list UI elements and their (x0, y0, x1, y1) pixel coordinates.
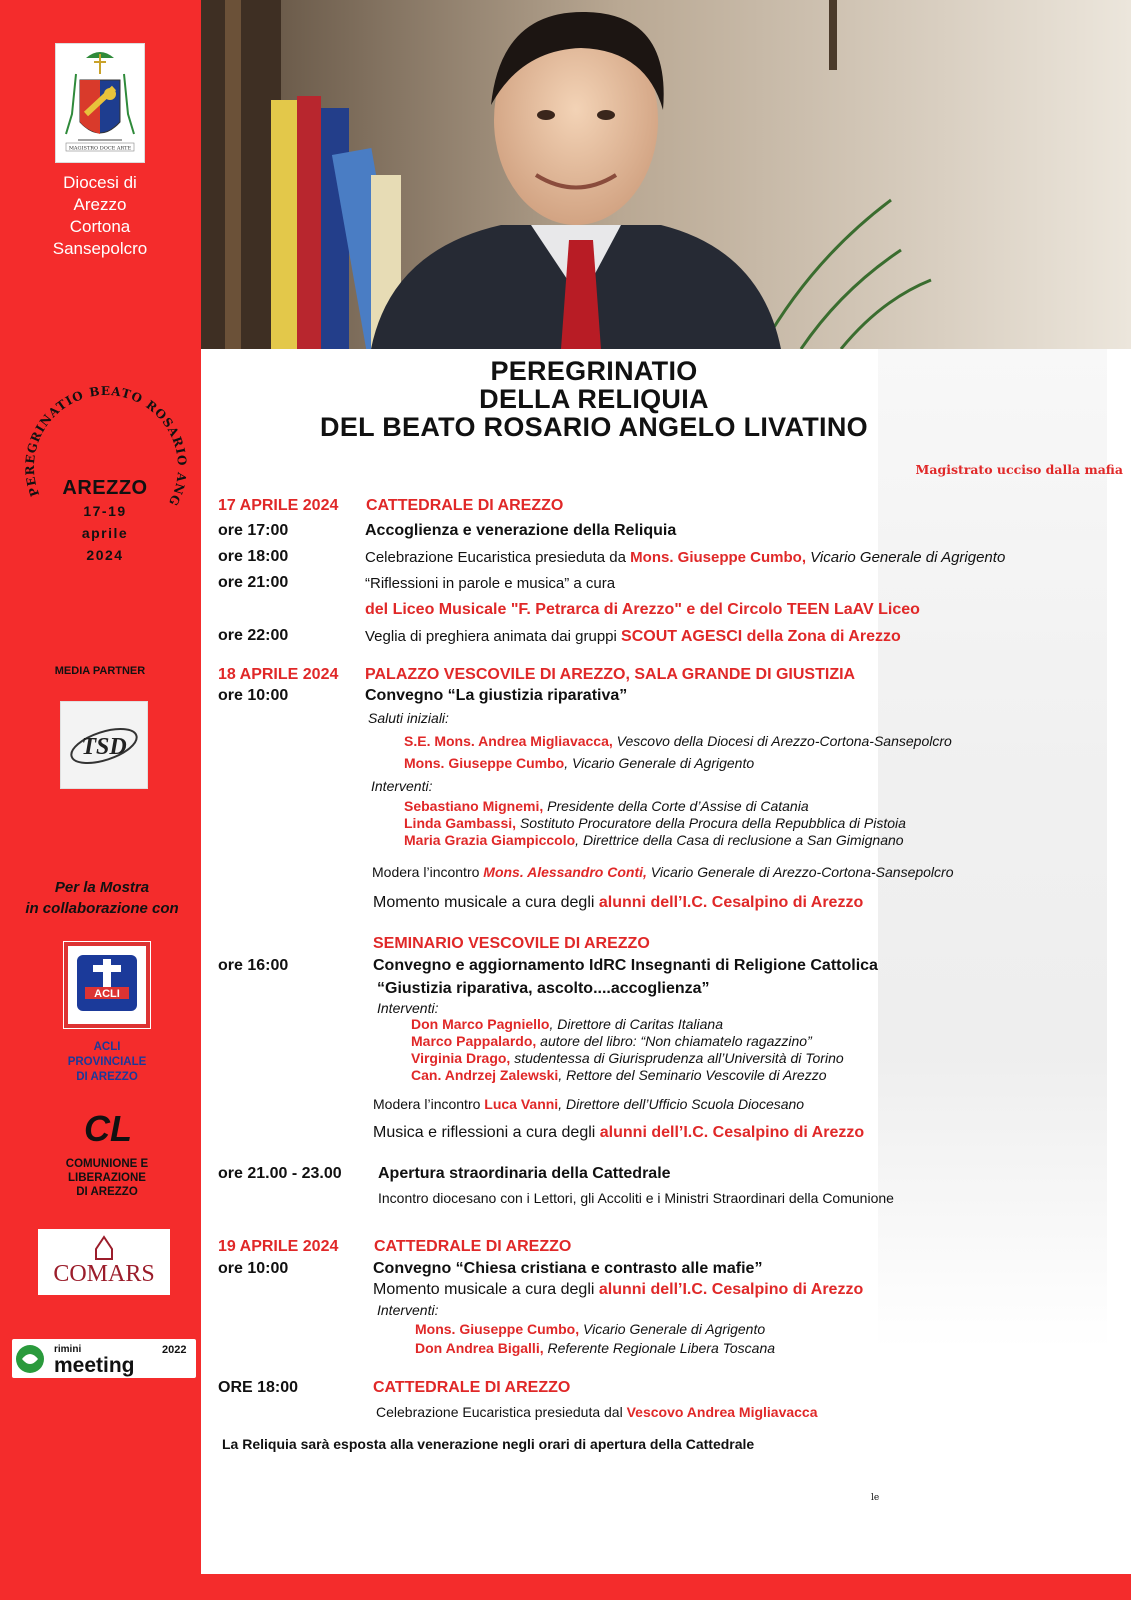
speaker (404, 755, 754, 771)
acli-line: ACLI (93, 1041, 121, 1053)
event-title: Accoglienza e venerazione della Reliquia (365, 522, 677, 539)
music-moment (373, 1124, 864, 1142)
speaker (404, 733, 952, 749)
city-name: AREZZO (62, 477, 148, 499)
page-title (201, 357, 987, 441)
text: Momento musicale a cura degli (373, 894, 595, 911)
speaker (415, 1340, 775, 1356)
event-title: Convegno “Chiesa cristiana e contrasto alle mafie” (373, 1260, 763, 1277)
person-name: Linda Gambassi, (404, 815, 517, 831)
school-name: alunni dell’I.C. Cesalpino di Arezzo (599, 1124, 865, 1141)
diocese-name (20, 172, 180, 260)
person-name: Maria Grazia Giampiccolo (404, 832, 576, 848)
date-range: 17-19 (83, 503, 127, 519)
meeting-small-text: rimini (54, 1344, 82, 1355)
person-name: Don Marco Pagniello (411, 1016, 550, 1032)
person-name: Sebastiano Mignemi, (404, 798, 544, 814)
person-name: Mons. Alessandro Conti, (483, 864, 647, 880)
text: Veglia di preghiera animata dai gruppi (365, 628, 617, 645)
person-name: Mons. Giuseppe Cumbo, (630, 549, 806, 566)
event-time: ore 21.00 - 23.00 (218, 1165, 342, 1182)
event-subtitle: “Giustizia riparativa, ascolto....accoglienza” (377, 980, 710, 997)
event-title: Convegno e aggiornamento IdRC Insegnanti di Religione Cattolica (373, 957, 878, 974)
person-role: , Vicario Generale di Agrigento (564, 755, 755, 771)
music-moment (373, 894, 863, 912)
title-line: PEREGRINATIO (490, 356, 698, 386)
diocese-crest-logo (55, 43, 145, 163)
title-line: DEL BEATO ROSARIO ANGELO LIVATINO (320, 412, 868, 442)
text: Musica e riflessioni a cura degli (373, 1124, 596, 1141)
date-year: 2024 (86, 547, 124, 563)
event-time: ore 22:00 (218, 627, 289, 644)
person-role: Vicario Generale di Arezzo-Cortona-Sansepolcro (650, 864, 954, 880)
text: Celebrazione Eucaristica presieduta dal (376, 1404, 623, 1420)
event-time: ore 10:00 (218, 1260, 289, 1277)
person-name: Mons. Giuseppe Cumbo (404, 755, 565, 771)
cl-logo: CL (84, 1108, 132, 1149)
speaker (415, 1321, 765, 1337)
person-role: autore del libro: “Non chiamatelo ragazzino” (540, 1033, 812, 1049)
text: Momento musicale a cura degli (373, 1281, 595, 1298)
day-date: 18 APRILE 2024 (218, 666, 339, 683)
diocese-line: Arezzo (73, 195, 127, 214)
event-desc: Incontro diocesano con i Lettori, gli Accoliti e i Ministri Straordinari della Comunione (378, 1190, 894, 1206)
acli-logo-text: ACLI (94, 988, 120, 1000)
bottom-bar (201, 1574, 1131, 1600)
person-name: Vescovo Andrea Migliavacca (626, 1404, 818, 1420)
school-name: alunni dell’I.C. Cesalpino di Arezzo (598, 1281, 864, 1298)
person-role: Vicario Generale di Agrigento (583, 1321, 766, 1337)
person-role: Presidente della Corte d’Assise di Catania (547, 798, 809, 814)
person-name: Virginia Drago, (411, 1050, 511, 1066)
speaker (411, 1033, 812, 1049)
event-time: ore 10:00 (218, 687, 289, 704)
cl-line: LIBERAZIONE (68, 1172, 146, 1184)
day-place: CATTEDRALE DI AREZZO (373, 1379, 571, 1396)
diocese-line: Cortona (69, 217, 131, 236)
person-role: , Rettore del Seminario Vescovile di Arezzo (558, 1067, 827, 1083)
person-name: Marco Pappalardo, (411, 1033, 537, 1049)
event-time: ore 21:00 (218, 574, 289, 591)
event-desc: “Riflessioni in parole e musica” a cura (365, 575, 616, 592)
day-date: 17 APRILE 2024 (218, 497, 339, 514)
moderator (372, 864, 954, 880)
person-role: , Direttrice della Casa di reclusione a San Gimignano (575, 832, 904, 848)
person-role: Referente Regionale Libera Toscana (547, 1340, 776, 1356)
person-name: Can. Andrzej Zalewski (411, 1067, 559, 1083)
date-month: aprile (81, 525, 129, 541)
text: Modera l’incontro (373, 1096, 481, 1112)
day-date: 19 APRILE 2024 (218, 1238, 339, 1255)
school-name: alunni dell’I.C. Cesalpino di Arezzo (598, 894, 864, 911)
event-title: Apertura straordinaria della Cattedrale (378, 1165, 671, 1182)
cl-caption (40, 1157, 174, 1199)
event-title: Convegno “La giustizia riparativa” (365, 687, 628, 704)
music-moment (373, 1281, 863, 1299)
person-name: Luca Vanni (484, 1096, 559, 1112)
section-label: Interventi: (371, 778, 433, 794)
meeting-year: 2022 (162, 1344, 187, 1356)
person-name: S.E. Mons. Andrea Migliavacca, (404, 733, 613, 749)
venue-title: SEMINARIO VESCOVILE DI AREZZO (373, 935, 650, 952)
page-subtitle: Magistrato ucciso dalla mafia (915, 462, 1123, 477)
event-time: ore 18:00 (218, 548, 289, 565)
portrait-photo (201, 0, 1131, 349)
group-name: SCOUT AGESCI della Zona di Arezzo (621, 628, 901, 645)
mostra-line: in collaborazione con (25, 900, 179, 917)
person-role: studentessa di Giurisprudenza all’Università di Torino (514, 1050, 844, 1066)
cl-line: DI AREZZO (76, 1186, 138, 1198)
speaker (411, 1016, 723, 1032)
comars-text: COMARS (53, 1261, 155, 1287)
speaker (404, 815, 906, 831)
city-dates (46, 477, 164, 566)
tsd-logo-text: TSD (81, 734, 127, 760)
title-line: DELLA RELIQUIA (479, 384, 709, 414)
text: Modera l’incontro (372, 864, 480, 880)
diocese-line: Diocesi di (63, 173, 137, 192)
event-time: ORE 18:00 (218, 1379, 299, 1396)
person-role: Vescovo della Diocesi di Arezzo-Cortona-Sansepolcro (616, 733, 952, 749)
day-place: CATTEDRALE DI AREZZO (366, 497, 564, 514)
cl-line: COMUNIONE E (65, 1158, 149, 1170)
event-desc (365, 628, 901, 646)
speaker (404, 832, 904, 848)
comars-logo (38, 1229, 170, 1295)
event-time: ore 16:00 (218, 957, 289, 974)
rimini-meeting-logo (12, 1339, 196, 1378)
moderator (373, 1096, 804, 1112)
tsd-logo (60, 701, 148, 789)
diocese-line: Sansepolcro (52, 239, 148, 258)
acli-line: PROVINCIALE (67, 1056, 147, 1068)
event-time: ore 17:00 (218, 522, 289, 539)
acli-caption (40, 1040, 174, 1085)
footer-note: La Reliquia sarà esposta alla venerazione negli orari di apertura della Cattedrale (222, 1436, 755, 1452)
speaker (411, 1050, 844, 1066)
event-desc (376, 1404, 818, 1420)
mostra-line: Per la Mostra (54, 879, 150, 896)
media-partner-label: MEDIA PARTNER (54, 665, 146, 677)
event-desc (365, 549, 1005, 566)
day-place: CATTEDRALE DI AREZZO (374, 1238, 572, 1255)
person-name: Mons. Giuseppe Cumbo, (415, 1321, 580, 1337)
mostra-label (14, 877, 190, 919)
meeting-word: meeting (54, 1354, 135, 1377)
section-label: Interventi: (377, 1000, 439, 1016)
person-role: , Direttore dell’Ufficio Scuola Diocesano (558, 1096, 805, 1112)
day-place: PALAZZO VESCOVILE DI AREZZO, SALA GRANDE DI GIUSTIZIA (365, 666, 856, 683)
person-role: Sostituto Procuratore della Procura della Repubblica di Pistoia (519, 815, 906, 831)
acli-line: DI AREZZO (76, 1071, 138, 1083)
acli-logo (63, 941, 151, 1029)
circle-text: PEREGRINATIO BEATO ROSARIO ANG (22, 384, 190, 509)
background-decoration (878, 349, 1107, 1349)
person-role: Vicario Generale di Agrigento (810, 549, 1006, 566)
person-name: Don Andrea Bigalli, (415, 1340, 544, 1356)
speaker (411, 1067, 827, 1083)
text: Celebrazione Eucaristica presieduta da (365, 549, 626, 566)
event-desc-highlight: del Liceo Musicale "F. Petrarca di Arezzo" e del Circolo TEEN LaAV Liceo (365, 601, 920, 618)
crest-motto: MAGISTRO DOCE ARTE (68, 145, 132, 152)
section-label: Interventi: (377, 1302, 439, 1318)
person-role: , Direttore di Caritas Italiana (549, 1016, 723, 1032)
stray-text: le (871, 1493, 880, 1503)
section-label: Saluti iniziali: (368, 710, 449, 726)
speaker (404, 798, 809, 814)
